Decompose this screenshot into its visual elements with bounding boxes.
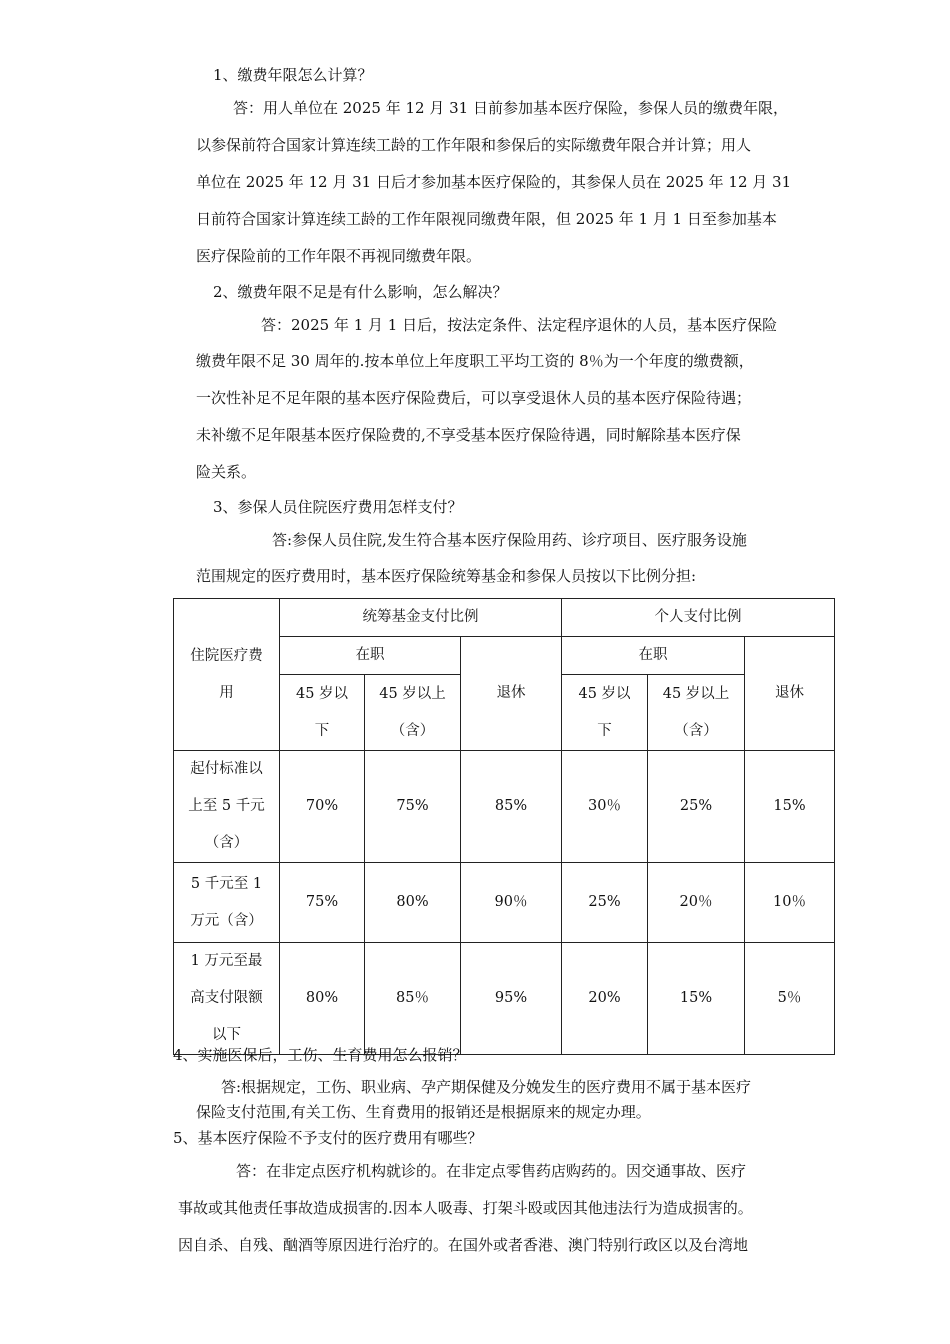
- question-4: 4、实施医保后，工伤、生育费用怎么报销？: [173, 1046, 468, 1064]
- answer-1-line-4: 日前符合国家计算连续工龄的工作年限视同缴费年限，但 2025 年 1 月 1 日至参加基本: [196, 210, 777, 228]
- personal-under45-line-1: 45 岁以: [578, 685, 631, 702]
- table-cell: 15%: [745, 751, 835, 863]
- table-cell: 20%: [562, 943, 648, 1055]
- personal-retired-header: 退休: [745, 637, 835, 751]
- row-label-line: （含）: [204, 835, 249, 851]
- answer-3-line-1: 答:参保人员住院,发生符合基本医疗保险用药、诊疗项目、医疗服务设施: [272, 531, 747, 549]
- table-cell: 85％: [365, 943, 461, 1055]
- row-label-line: 起付标准以: [190, 761, 263, 777]
- table-cell: 70%: [280, 751, 365, 863]
- table-cell: 80%: [365, 863, 461, 943]
- fund-under45-line-2: 下: [314, 722, 330, 739]
- row-label-line: 万元（含）: [190, 912, 263, 929]
- answer-1-line-1: 答：用人单位在 2025 年 12 月 31 日前参加基本医疗保险，参保人员的缴费年限，: [233, 99, 788, 117]
- table-cell: 80%: [280, 943, 365, 1055]
- fund-ratio-header: 统筹基金支付比例: [280, 599, 562, 637]
- table-cell: 85%: [461, 751, 562, 863]
- answer-4-line-1: 答:根据规定，工伤、职业病、孕产期保健及分娩发生的医疗费用不属于基本医疗: [221, 1078, 752, 1096]
- table-cell: 30％: [562, 751, 648, 863]
- row-label: [174, 751, 280, 863]
- row-label-line: 1 万元至最: [190, 953, 263, 969]
- table-cell: 20％: [648, 863, 745, 943]
- corner-header-line-1: 住院医疗费: [190, 647, 263, 664]
- table-cell: 75%: [280, 863, 365, 943]
- answer-2-line-4: 未补缴不足年限基本医疗保险费的,不享受基本医疗保险待遇，同时解除基本医疗保: [196, 426, 741, 444]
- personal-over45-line-1: 45 岁以上: [662, 685, 730, 702]
- fund-under45-line-1: 45 岁以: [295, 685, 349, 702]
- answer-2-line-1: 答：2025 年 1 月 1 日后，按法定条件、法定程序退休的人员，基本医疗保险: [261, 316, 778, 334]
- answer-5-line-2: 事故或其他责任事故造成损害的.因本人吸毒、打架斗殴或因其他违法行为造成损害的。: [178, 1199, 753, 1217]
- answer-2-line-2: 缴费年限不足 30 周年的.按本单位上年度职工平均工资的 8％为一个年度的缴费额，: [196, 352, 754, 370]
- table-cell: 25%: [648, 751, 745, 863]
- table-cell: 75%: [365, 751, 461, 863]
- question-5: 5、基本医疗保险不予支付的医疗费用有哪些？: [173, 1129, 483, 1147]
- table-cell: 25%: [562, 863, 648, 943]
- row-label-line: 以下: [212, 1027, 241, 1043]
- answer-1-line-3: 单位在 2025 年 12 月 31 日后才参加基本医疗保险的，其参保人员在 2025 年 12 月 31: [196, 173, 792, 191]
- personal-ratio-header: 个人支付比例: [562, 599, 835, 637]
- answer-1-line-2: 以参保前符合国家计算连续工龄的工作年限和参保后的实际缴费年限合并计算；用人: [196, 136, 752, 154]
- row-label: [174, 943, 280, 1055]
- reimbursement-ratio-table: [173, 598, 835, 1055]
- table-row: [174, 943, 835, 1055]
- table-row: [174, 751, 835, 863]
- answer-2-line-3: 一次性补足不足年限的基本医疗保险费后，可以享受退休人员的基本医疗保险待遇；: [196, 389, 752, 407]
- personal-over45-header: [648, 675, 745, 751]
- question-1: 1、缴费年限怎么计算？: [213, 66, 373, 84]
- table-cell: 95%: [461, 943, 562, 1055]
- table-row: [174, 863, 835, 943]
- answer-2-line-5: 险关系。: [196, 463, 257, 481]
- fund-over45-line-2: （含）: [390, 722, 435, 739]
- corner-header: [174, 599, 280, 751]
- answer-4-line-2: 保险支付范围,有关工伤、生育费用的报销还是根据原来的规定办理。: [196, 1103, 651, 1121]
- question-2: 2、缴费年限不足是有什么影响，怎么解决？: [213, 283, 508, 301]
- answer-5-line-1: 答：在非定点医疗机构就诊的。在非定点零售药店购药的。因交通事故、医疗: [236, 1162, 747, 1180]
- personal-under45-header: [562, 675, 648, 751]
- row-label: [174, 863, 280, 943]
- personal-employed-header: 在职: [562, 637, 745, 675]
- fund-over45-line-1: 45 岁以上: [379, 685, 446, 702]
- answer-5-line-3: 因自杀、自残、酗酒等原因进行治疗的。在国外或者香港、澳门特别行政区以及台湾地: [178, 1236, 749, 1254]
- table-cell: 15%: [648, 943, 745, 1055]
- table-cell: 90％: [461, 863, 562, 943]
- question-3: 3、参保人员住院医疗费用怎样支付？: [213, 498, 463, 516]
- row-label-line: 5 千元至 1: [190, 875, 263, 892]
- fund-employed-header: 在职: [280, 637, 461, 675]
- fund-retired-header: 退休: [461, 637, 562, 751]
- corner-header-line-2: 用: [219, 684, 234, 701]
- row-label-line: 上至 5 千元: [188, 798, 265, 814]
- answer-3-line-2: 范围规定的医疗费用时，基本医疗保险统筹基金和参保人员按以下比例分担:: [196, 567, 697, 585]
- row-label-line: 高支付限额: [190, 990, 263, 1006]
- answer-1-line-5: 医疗保险前的工作年限不再视同缴费年限。: [196, 247, 482, 265]
- table-cell: 5％: [745, 943, 835, 1055]
- table-cell: 10％: [745, 863, 835, 943]
- fund-under45-header: [280, 675, 365, 751]
- personal-under45-line-2: 下: [597, 722, 612, 739]
- fund-over45-header: [365, 675, 461, 751]
- personal-over45-line-2: （含）: [674, 722, 718, 739]
